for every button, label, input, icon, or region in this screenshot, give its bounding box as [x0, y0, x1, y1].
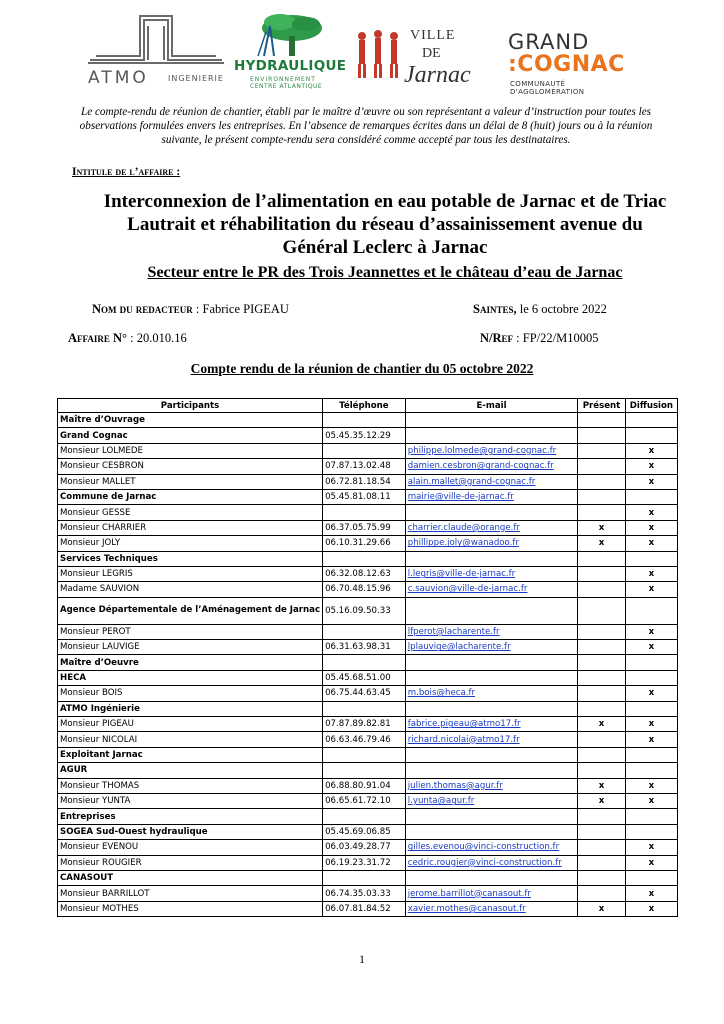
table-row — [58, 840, 678, 855]
jarnac-figures-icon — [352, 26, 404, 82]
participant-cell: Grand Cognac — [58, 428, 323, 443]
diffusion-cell: x — [625, 459, 677, 474]
email-cell — [405, 655, 578, 670]
email-cell[interactable]: mairie@ville-de-jarnac.fr — [405, 489, 578, 504]
redacteur-value: : Fabrice PIGEAU — [192, 302, 289, 316]
telephone-cell — [323, 809, 406, 824]
present-cell — [578, 855, 626, 870]
telephone-cell: 05.45.35.12.29 — [323, 428, 406, 443]
table-row — [58, 566, 678, 581]
telephone-cell: 05.16.09.50.33 — [323, 597, 406, 624]
lieu-label: Saintes, — [473, 302, 517, 316]
email-cell — [405, 413, 578, 428]
header-email: E-mail — [405, 399, 578, 413]
participant-cell: Monsieur GESSE — [58, 505, 323, 520]
present-cell — [578, 701, 626, 716]
table-row — [58, 732, 678, 747]
email-cell — [405, 870, 578, 885]
affaire-heading — [72, 166, 180, 178]
email-cell[interactable]: cedric.rougier@vinci-construction.fr — [405, 855, 578, 870]
present-cell — [578, 443, 626, 458]
participant-cell: Monsieur BARRILLOT — [58, 886, 323, 901]
diffusion-cell: x — [625, 732, 677, 747]
telephone-cell — [323, 870, 406, 885]
atmo-logo-text: ATMO — [88, 68, 149, 88]
page-number: 1 — [359, 952, 365, 966]
date-value: le 6 octobre 2022 — [516, 302, 607, 316]
table-row — [58, 717, 678, 732]
header-diffusion: Diffusion — [625, 399, 677, 413]
table-row — [58, 624, 678, 639]
email-cell[interactable]: lfperot@lacharente.fr — [405, 624, 578, 639]
present-cell — [578, 670, 626, 685]
diffusion-cell: x — [625, 520, 677, 535]
present-cell — [578, 566, 626, 581]
jarnac-logo-name: Jarnac — [404, 62, 471, 88]
diffusion-cell — [625, 551, 677, 566]
email-cell[interactable]: richard.nicolai@atmo17.fr — [405, 732, 578, 747]
email-cell[interactable]: jerome.barrillot@canasout.fr — [405, 886, 578, 901]
present-cell — [578, 428, 626, 443]
project-title: Interconnexion de l’alimentation en eau potable de Jarnac et de Triac Lautrait et réhabilitation du réseau d’assainissement avenue du Général Leclerc à Jarnac — [103, 191, 667, 258]
logo-bar — [0, 12, 724, 100]
participant-cell: Monsieur LAUVIGE — [58, 640, 323, 655]
ref-value: : FP/22/M10005 — [513, 331, 599, 345]
telephone-cell — [323, 763, 406, 778]
participant-cell: Monsieur PEROT — [58, 624, 323, 639]
telephone-cell — [323, 655, 406, 670]
email-cell[interactable]: julien.thomas@agur.fr — [405, 778, 578, 793]
diffusion-cell — [625, 701, 677, 716]
participant-cell: Commune de Jarnac — [58, 489, 323, 504]
table-row — [58, 443, 678, 458]
table-group-row — [58, 655, 678, 670]
diffusion-cell: x — [625, 901, 677, 916]
present-cell: x — [578, 901, 626, 916]
diffusion-cell — [625, 489, 677, 504]
telephone-cell — [323, 624, 406, 639]
participant-cell: Maître d’Ouvrage — [58, 413, 323, 428]
telephone-cell: 06.74.35.03.33 — [323, 886, 406, 901]
participant-cell: Exploitant Jarnac — [58, 747, 323, 762]
atmo-logo-subtext: INGENIERIE — [168, 74, 224, 83]
telephone-cell: 06.31.63.98.31 — [323, 640, 406, 655]
present-cell — [578, 886, 626, 901]
meeting-title: Compte rendu de la réunion de chantier du 05 octobre 2022 — [190, 361, 534, 376]
present-cell: x — [578, 536, 626, 551]
telephone-cell: 06.37.05.75.99 — [323, 520, 406, 535]
telephone-cell: 06.03.49.28.77 — [323, 840, 406, 855]
table-row — [58, 686, 678, 701]
redacteur-label: Nom du redacteur — [92, 302, 193, 316]
telephone-cell — [323, 551, 406, 566]
table-row — [58, 793, 678, 808]
participants-table — [57, 398, 678, 917]
diffusion-cell — [625, 428, 677, 443]
participant-cell: Monsieur THOMAS — [58, 778, 323, 793]
table-header-row — [58, 399, 678, 413]
telephone-cell: 06.75.44.63.45 — [323, 686, 406, 701]
diffusion-cell — [625, 413, 677, 428]
diffusion-cell: x — [625, 840, 677, 855]
participant-cell: Monsieur EVENOU — [58, 840, 323, 855]
email-cell[interactable]: gilles.evenou@vinci-construction.fr — [405, 840, 578, 855]
ville-de-jarnac-logo — [352, 26, 476, 96]
present-cell — [578, 489, 626, 504]
telephone-cell: 06.70.48.15.96 — [323, 582, 406, 597]
diffusion-cell — [625, 824, 677, 839]
telephone-cell: 06.88.80.91.04 — [323, 778, 406, 793]
email-cell — [405, 701, 578, 716]
present-cell — [578, 824, 626, 839]
participant-cell: SOGEA Sud-Ouest hydraulique — [58, 824, 323, 839]
participant-cell: Monsieur JOLY — [58, 536, 323, 551]
email-cell — [405, 505, 578, 520]
cognac-logo-cognac: :COGNAC — [508, 52, 625, 77]
present-cell — [578, 686, 626, 701]
diffusion-cell: x — [625, 536, 677, 551]
telephone-cell — [323, 505, 406, 520]
present-cell: x — [578, 520, 626, 535]
diffusion-cell — [625, 655, 677, 670]
table-group-row — [58, 489, 678, 504]
hydraulique-logo-line1: ENVIRONNEMENT — [250, 76, 316, 83]
hydraulique-logo-line2: CENTRE ATLANTIQUE — [250, 83, 323, 90]
telephone-cell — [323, 701, 406, 716]
hydraulique-logo-text: HYDRAULIQUE — [234, 58, 347, 74]
participant-cell: Monsieur NICOLAI — [58, 732, 323, 747]
affaire-value: : 20.010.16 — [127, 331, 187, 345]
present-cell: x — [578, 793, 626, 808]
email-cell[interactable]: l.yunta@agur.fr — [405, 793, 578, 808]
email-cell — [405, 428, 578, 443]
telephone-cell: 05.45.68.51.00 — [323, 670, 406, 685]
table-group-row — [58, 747, 678, 762]
present-cell — [578, 655, 626, 670]
diffusion-cell: x — [625, 624, 677, 639]
telephone-cell: 07.87.13.02.48 — [323, 459, 406, 474]
diffusion-cell: x — [625, 778, 677, 793]
email-cell[interactable]: xavier.mothes@canasout.fr — [405, 901, 578, 916]
jarnac-logo-de: DE — [422, 46, 441, 61]
participant-cell: HECA — [58, 670, 323, 685]
participant-cell: Madame SAUVION — [58, 582, 323, 597]
header-present: Présent — [578, 399, 626, 413]
telephone-cell: 06.65.61.72.10 — [323, 793, 406, 808]
present-cell — [578, 459, 626, 474]
participant-cell: CANASOUT — [58, 870, 323, 885]
diffusion-cell — [625, 870, 677, 885]
email-cell — [405, 763, 578, 778]
atmo-pipes-icon — [86, 12, 226, 68]
diffusion-cell: x — [625, 566, 677, 581]
participant-cell: Monsieur LOLMEDE — [58, 443, 323, 458]
project-subtitle: Secteur entre le PR des Trois Jeannettes et le château d’eau de Jarnac — [147, 264, 623, 281]
participant-cell: Monsieur BOIS — [58, 686, 323, 701]
participant-cell: Monsieur CESBRON — [58, 459, 323, 474]
table-group-row — [58, 824, 678, 839]
hydraulique-logo — [230, 12, 347, 100]
email-cell — [405, 670, 578, 685]
table-row — [58, 640, 678, 655]
diffusion-cell: x — [625, 582, 677, 597]
table-row — [58, 582, 678, 597]
telephone-cell: 06.32.08.12.63 — [323, 566, 406, 581]
participant-cell: Agence Départementale de l’Aménagement de Jarnac — [58, 597, 323, 624]
present-cell — [578, 840, 626, 855]
tree-icon — [230, 12, 340, 60]
participant-cell: Services Techniques — [58, 551, 323, 566]
telephone-cell: 06.19.23.31.72 — [323, 855, 406, 870]
email-cell — [405, 824, 578, 839]
email-cell[interactable]: charrier.claude@orange.fr — [405, 520, 578, 535]
present-cell: x — [578, 778, 626, 793]
telephone-cell — [323, 413, 406, 428]
ref-label: N/Ref — [480, 331, 514, 345]
diffusion-cell — [625, 670, 677, 685]
table-group-row — [58, 763, 678, 778]
participant-cell: Monsieur CHARRIER — [58, 520, 323, 535]
email-cell — [405, 809, 578, 824]
atmo-logo — [86, 12, 226, 92]
table-row — [58, 536, 678, 551]
present-cell — [578, 505, 626, 520]
affaire-number — [68, 331, 187, 346]
diffusion-cell: x — [625, 686, 677, 701]
participant-cell: AGUR — [58, 763, 323, 778]
present-cell — [578, 640, 626, 655]
present-cell — [578, 474, 626, 489]
lieu-date — [473, 302, 607, 317]
diffusion-cell: x — [625, 886, 677, 901]
email-cell[interactable]: c.sauvion@ville-de-jarnac.fr — [405, 582, 578, 597]
email-cell — [405, 747, 578, 762]
table-row — [58, 474, 678, 489]
participant-cell: Maître d’Oeuvre — [58, 655, 323, 670]
table-row — [58, 855, 678, 870]
diffusion-cell — [625, 597, 677, 624]
present-cell — [578, 582, 626, 597]
participant-cell: Entreprises — [58, 809, 323, 824]
email-cell[interactable]: lplauvige@lacharente.fr — [405, 640, 578, 655]
telephone-cell: 05.45.69.06.85 — [323, 824, 406, 839]
present-cell — [578, 624, 626, 639]
email-cell — [405, 551, 578, 566]
participant-cell: Monsieur ROUGIER — [58, 855, 323, 870]
present-cell — [578, 732, 626, 747]
diffusion-cell — [625, 809, 677, 824]
table-group-row — [58, 701, 678, 716]
telephone-cell: 06.63.46.79.46 — [323, 732, 406, 747]
table-row — [58, 886, 678, 901]
present-cell — [578, 597, 626, 624]
diffusion-cell: x — [625, 793, 677, 808]
email-cell[interactable]: damien.cesbron@grand-cognac.fr — [405, 459, 578, 474]
telephone-cell — [323, 747, 406, 762]
telephone-cell: 05.45.81.08.11 — [323, 489, 406, 504]
email-cell[interactable]: l.legris@ville-de-jarnac.fr — [405, 566, 578, 581]
email-cell[interactable]: m.bois@heca.fr — [405, 686, 578, 701]
present-cell — [578, 870, 626, 885]
diffusion-cell — [625, 763, 677, 778]
intro-paragraph: Le compte-rendu de réunion de chantier, établi par le maître d’œuvre ou son représentant a valeur d’instruction pour toutes les observations formulées envers les entreprises. En l’absence de remarques écrites dans un délai de 8 (huit) jours ou à la réunion suivante, le présent compte-rendu sera considéré comme accepté par tous les destinataires. — [79, 106, 653, 146]
affaire-label: Affaire N° — [68, 331, 128, 345]
diffusion-cell: x — [625, 855, 677, 870]
present-cell: x — [578, 717, 626, 732]
diffusion-cell: x — [625, 640, 677, 655]
email-cell[interactable]: fabrice.pigeau@atmo17.fr — [405, 717, 578, 732]
participant-cell: Monsieur MALLET — [58, 474, 323, 489]
present-cell — [578, 413, 626, 428]
table-group-row — [58, 670, 678, 685]
email-cell[interactable]: alain.mallet@grand-cognac.fr — [405, 474, 578, 489]
table-row — [58, 520, 678, 535]
table-row — [58, 505, 678, 520]
email-cell[interactable]: philippe.lolmede@grand-cognac.fr — [405, 443, 578, 458]
present-cell — [578, 763, 626, 778]
table-group-row — [58, 551, 678, 566]
table-group-row — [58, 428, 678, 443]
table-group-row — [58, 809, 678, 824]
header-participants: Participants — [58, 399, 323, 413]
cognac-logo-grand: GRAND — [508, 30, 590, 54]
email-cell[interactable]: phillippe.joly@wanadoo.fr — [405, 536, 578, 551]
telephone-cell: 07.87.89.82.81 — [323, 717, 406, 732]
telephone-cell — [323, 443, 406, 458]
present-cell — [578, 809, 626, 824]
table-row — [58, 778, 678, 793]
participant-cell: Monsieur LEGRIS — [58, 566, 323, 581]
table-group-row — [58, 413, 678, 428]
jarnac-logo-ville: VILLE — [410, 28, 456, 43]
grand-cognac-logo — [506, 30, 638, 96]
redacteur — [92, 302, 289, 317]
table-group-row — [58, 597, 678, 624]
participant-cell: Monsieur YUNTA — [58, 793, 323, 808]
diffusion-cell — [625, 747, 677, 762]
diffusion-cell: x — [625, 717, 677, 732]
present-cell — [578, 747, 626, 762]
diffusion-cell: x — [625, 474, 677, 489]
participant-cell: Monsieur PIGEAU — [58, 717, 323, 732]
table-row — [58, 459, 678, 474]
telephone-cell: 06.72.81.18.54 — [323, 474, 406, 489]
telephone-cell: 06.07.81.84.52 — [323, 901, 406, 916]
cognac-logo-subtext: COMMUNAUTÉ D'AGGLOMÉRATION — [510, 80, 585, 96]
email-cell — [405, 597, 578, 624]
table-row — [58, 901, 678, 916]
reference — [480, 331, 598, 346]
table-group-row — [58, 870, 678, 885]
affaire-heading-text: Intitule de l’affaire : — [72, 166, 181, 178]
diffusion-cell: x — [625, 443, 677, 458]
telephone-cell: 06.10.31.29.66 — [323, 536, 406, 551]
present-cell — [578, 551, 626, 566]
header-telephone: Téléphone — [323, 399, 406, 413]
participant-cell: Monsieur MOTHES — [58, 901, 323, 916]
diffusion-cell: x — [625, 505, 677, 520]
participant-cell: ATMO Ingénierie — [58, 701, 323, 716]
participants-body — [58, 413, 678, 917]
